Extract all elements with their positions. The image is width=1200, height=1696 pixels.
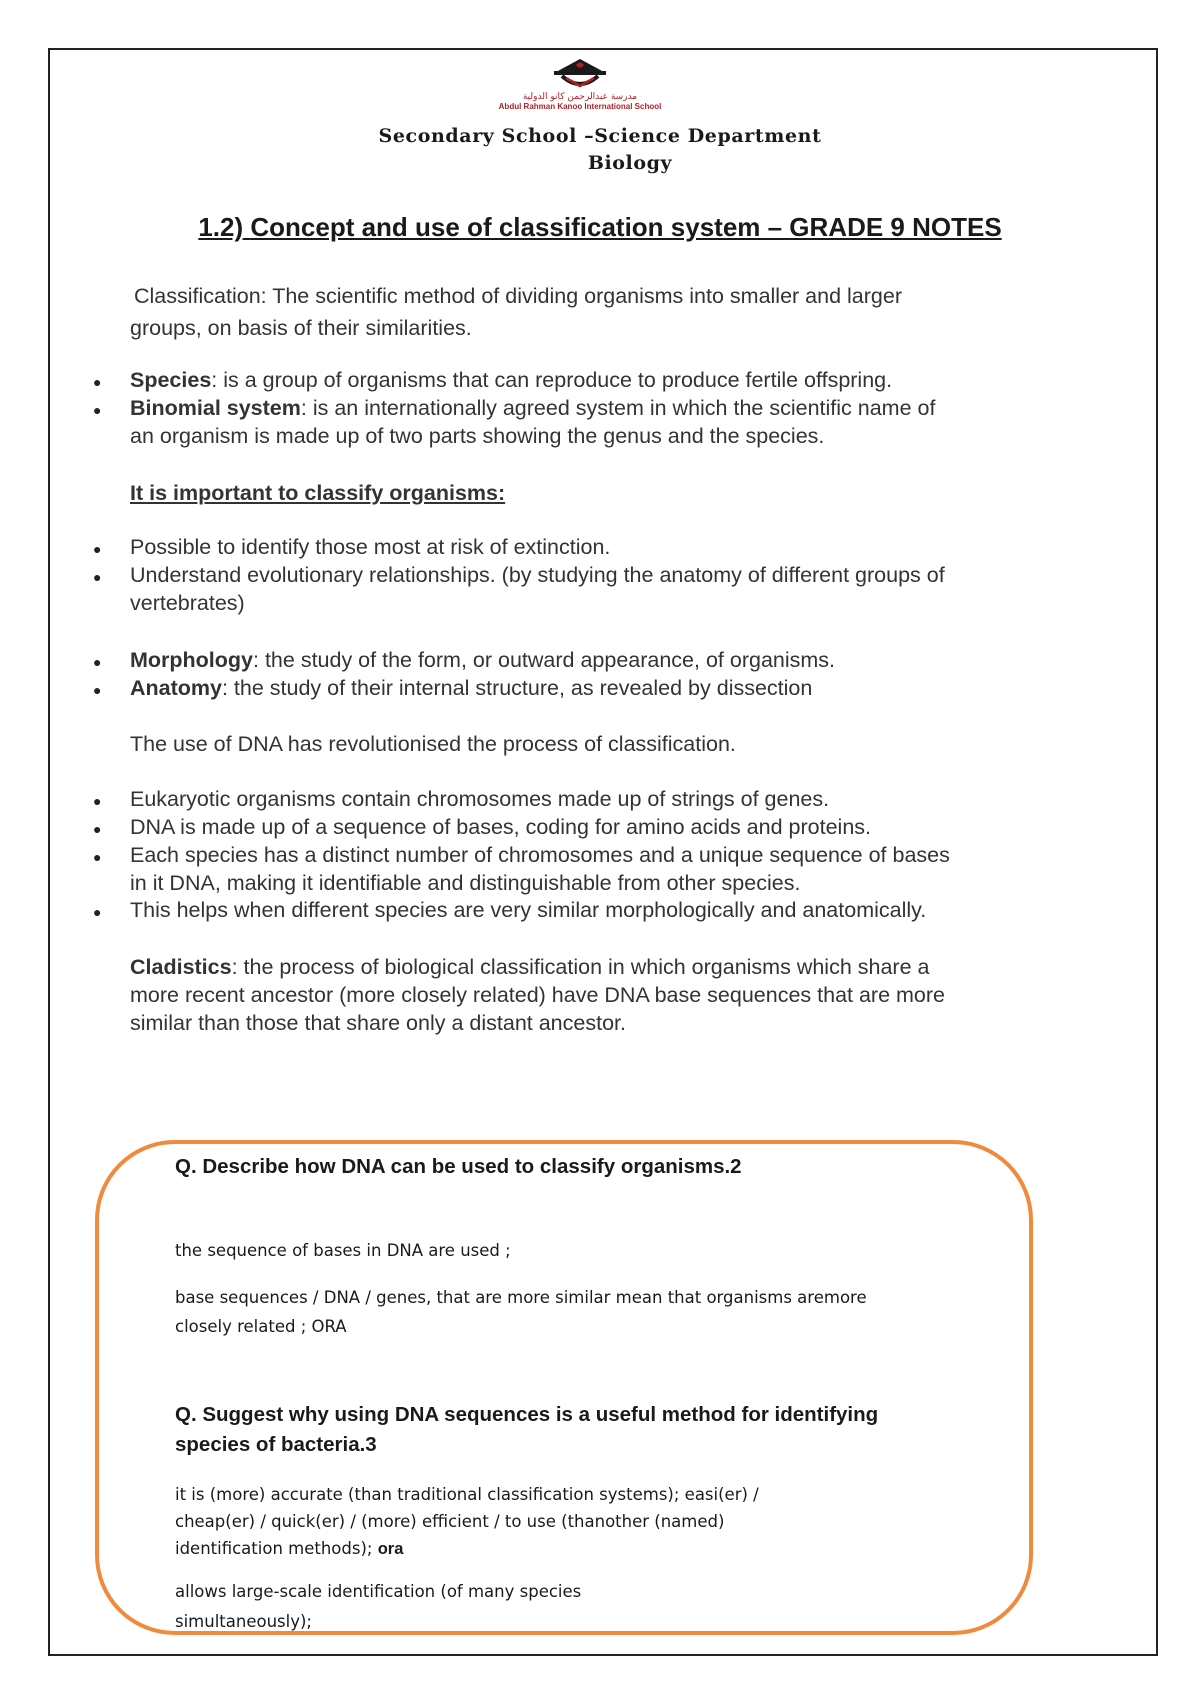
page-title bbox=[0, 212, 1200, 243]
bullet-icon: ● bbox=[93, 849, 102, 865]
cladistics-definition-line2: more recent ancestor (more closely related) have DNA base sequences that are more bbox=[130, 983, 946, 1007]
anatomy-definition bbox=[130, 674, 812, 702]
binomial-definition-line1 bbox=[130, 394, 935, 422]
bullet-icon: ● bbox=[93, 821, 102, 837]
answer-2-line2: cheap(er) / quick(er) / (more) efficient / to use (thanother (named) bbox=[175, 1512, 725, 1531]
classification-definition-line2: groups, on basis of their similarities. bbox=[130, 316, 472, 340]
answer-2-line1: it is (more) accurate (than traditional classification systems); easi(er) / bbox=[175, 1485, 759, 1504]
anatomy-text: : the study of their internal structure, as revealed by dissection bbox=[221, 676, 813, 700]
species-term: Species bbox=[130, 368, 212, 392]
cladistics-text: : the process of biological classification in which organisms which share a bbox=[231, 955, 930, 979]
cladistics-definition-line1 bbox=[130, 953, 929, 981]
school-logo bbox=[470, 56, 690, 114]
answer-2-line3 bbox=[175, 1535, 403, 1563]
bullet-icon: ● bbox=[93, 569, 102, 585]
anatomy-term: Anatomy bbox=[130, 676, 222, 700]
binomial-text: : is an internationally agreed system in which the scientific name of bbox=[300, 396, 936, 420]
subject-heading: Biology bbox=[587, 152, 673, 174]
dna-item-species-line2: in it DNA, making it identifiable and distinguishable from other species. bbox=[130, 871, 801, 895]
answer-2-line5: simultaneously); bbox=[175, 1612, 312, 1631]
bullet-icon: ● bbox=[93, 904, 102, 920]
binomial-term: Binomial system bbox=[130, 396, 301, 420]
answer-1-line2: base sequences / DNA / genes, that are more similar mean that organisms aremore bbox=[175, 1288, 867, 1307]
binomial-definition-line2: an organism is made up of two parts showing the genus and the species. bbox=[130, 424, 825, 448]
school-department-heading: Secondary School –Science Department bbox=[378, 125, 822, 147]
importance-item-extinction: Possible to identify those most at risk of extinction. bbox=[130, 535, 611, 559]
dna-intro: The use of DNA has revolutionised the process of classification. bbox=[130, 732, 736, 756]
importance-item-evolution-line2: vertebrates) bbox=[130, 591, 245, 615]
answer-2-line3-text: identification methods); bbox=[175, 1539, 373, 1558]
morphology-text: : the study of the form, or outward appearance, of organisms. bbox=[253, 648, 836, 672]
title-number: 1.2) bbox=[198, 212, 244, 242]
importance-heading: It is important to classify organisms: bbox=[130, 481, 506, 505]
logo-arabic-text: مدرسة عبدالرحمن كانو الدولية bbox=[522, 92, 638, 102]
species-definition bbox=[130, 366, 892, 394]
answer-2-ora: ora bbox=[377, 1540, 404, 1558]
species-text: : is a group of organisms that can reproduce to produce fertile offspring. bbox=[211, 368, 893, 392]
answer-2-line4: allows large-scale identification (of many species bbox=[175, 1582, 582, 1601]
logo-english-text: Abdul Rahman Kanoo International School bbox=[498, 102, 662, 111]
cladistics-definition-line3: similar than those that share only a distant ancestor. bbox=[130, 1011, 626, 1035]
school-logo-icon bbox=[470, 56, 690, 96]
question-2-line1: Q. Suggest why using DNA sequences is a useful method for identifying bbox=[175, 1403, 879, 1426]
bullet-icon: ● bbox=[93, 541, 102, 557]
cladistics-term: Cladistics bbox=[130, 955, 232, 979]
dna-item-bases: DNA is made up of a sequence of bases, coding for amino acids and proteins. bbox=[130, 815, 871, 839]
bullet-icon: ● bbox=[93, 654, 102, 670]
bullet-icon: ● bbox=[93, 793, 102, 809]
title-text: Concept and use of classification system – GRADE 9 NOTES bbox=[250, 212, 1002, 242]
answer-1-line1: the sequence of bases in DNA are used ; bbox=[175, 1241, 511, 1260]
importance-item-evolution-line1: Understand evolutionary relationships. (by studying the anatomy of different groups of bbox=[130, 563, 945, 587]
morphology-term: Morphology bbox=[130, 648, 254, 672]
dna-item-eukaryotic: Eukaryotic organisms contain chromosomes made up of strings of genes. bbox=[130, 787, 830, 811]
morphology-definition bbox=[130, 646, 835, 674]
bullet-icon: ● bbox=[93, 402, 102, 418]
classification-definition-line1: Classification: The scientific method of dividing organisms into smaller and larger bbox=[134, 284, 902, 308]
dna-item-species-line1: Each species has a distinct number of chromosomes and a unique sequence of bases bbox=[130, 843, 950, 867]
bullet-icon: ● bbox=[93, 682, 102, 698]
dna-item-similar: This helps when different species are very similar morphologically and anatomically. bbox=[130, 898, 927, 922]
bullet-icon: ● bbox=[93, 374, 102, 390]
answer-1-line3: closely related ; ORA bbox=[175, 1317, 347, 1336]
question-2-line2: species of bacteria.3 bbox=[175, 1433, 377, 1456]
question-1: Q. Describe how DNA can be used to classify organisms.2 bbox=[175, 1155, 742, 1178]
